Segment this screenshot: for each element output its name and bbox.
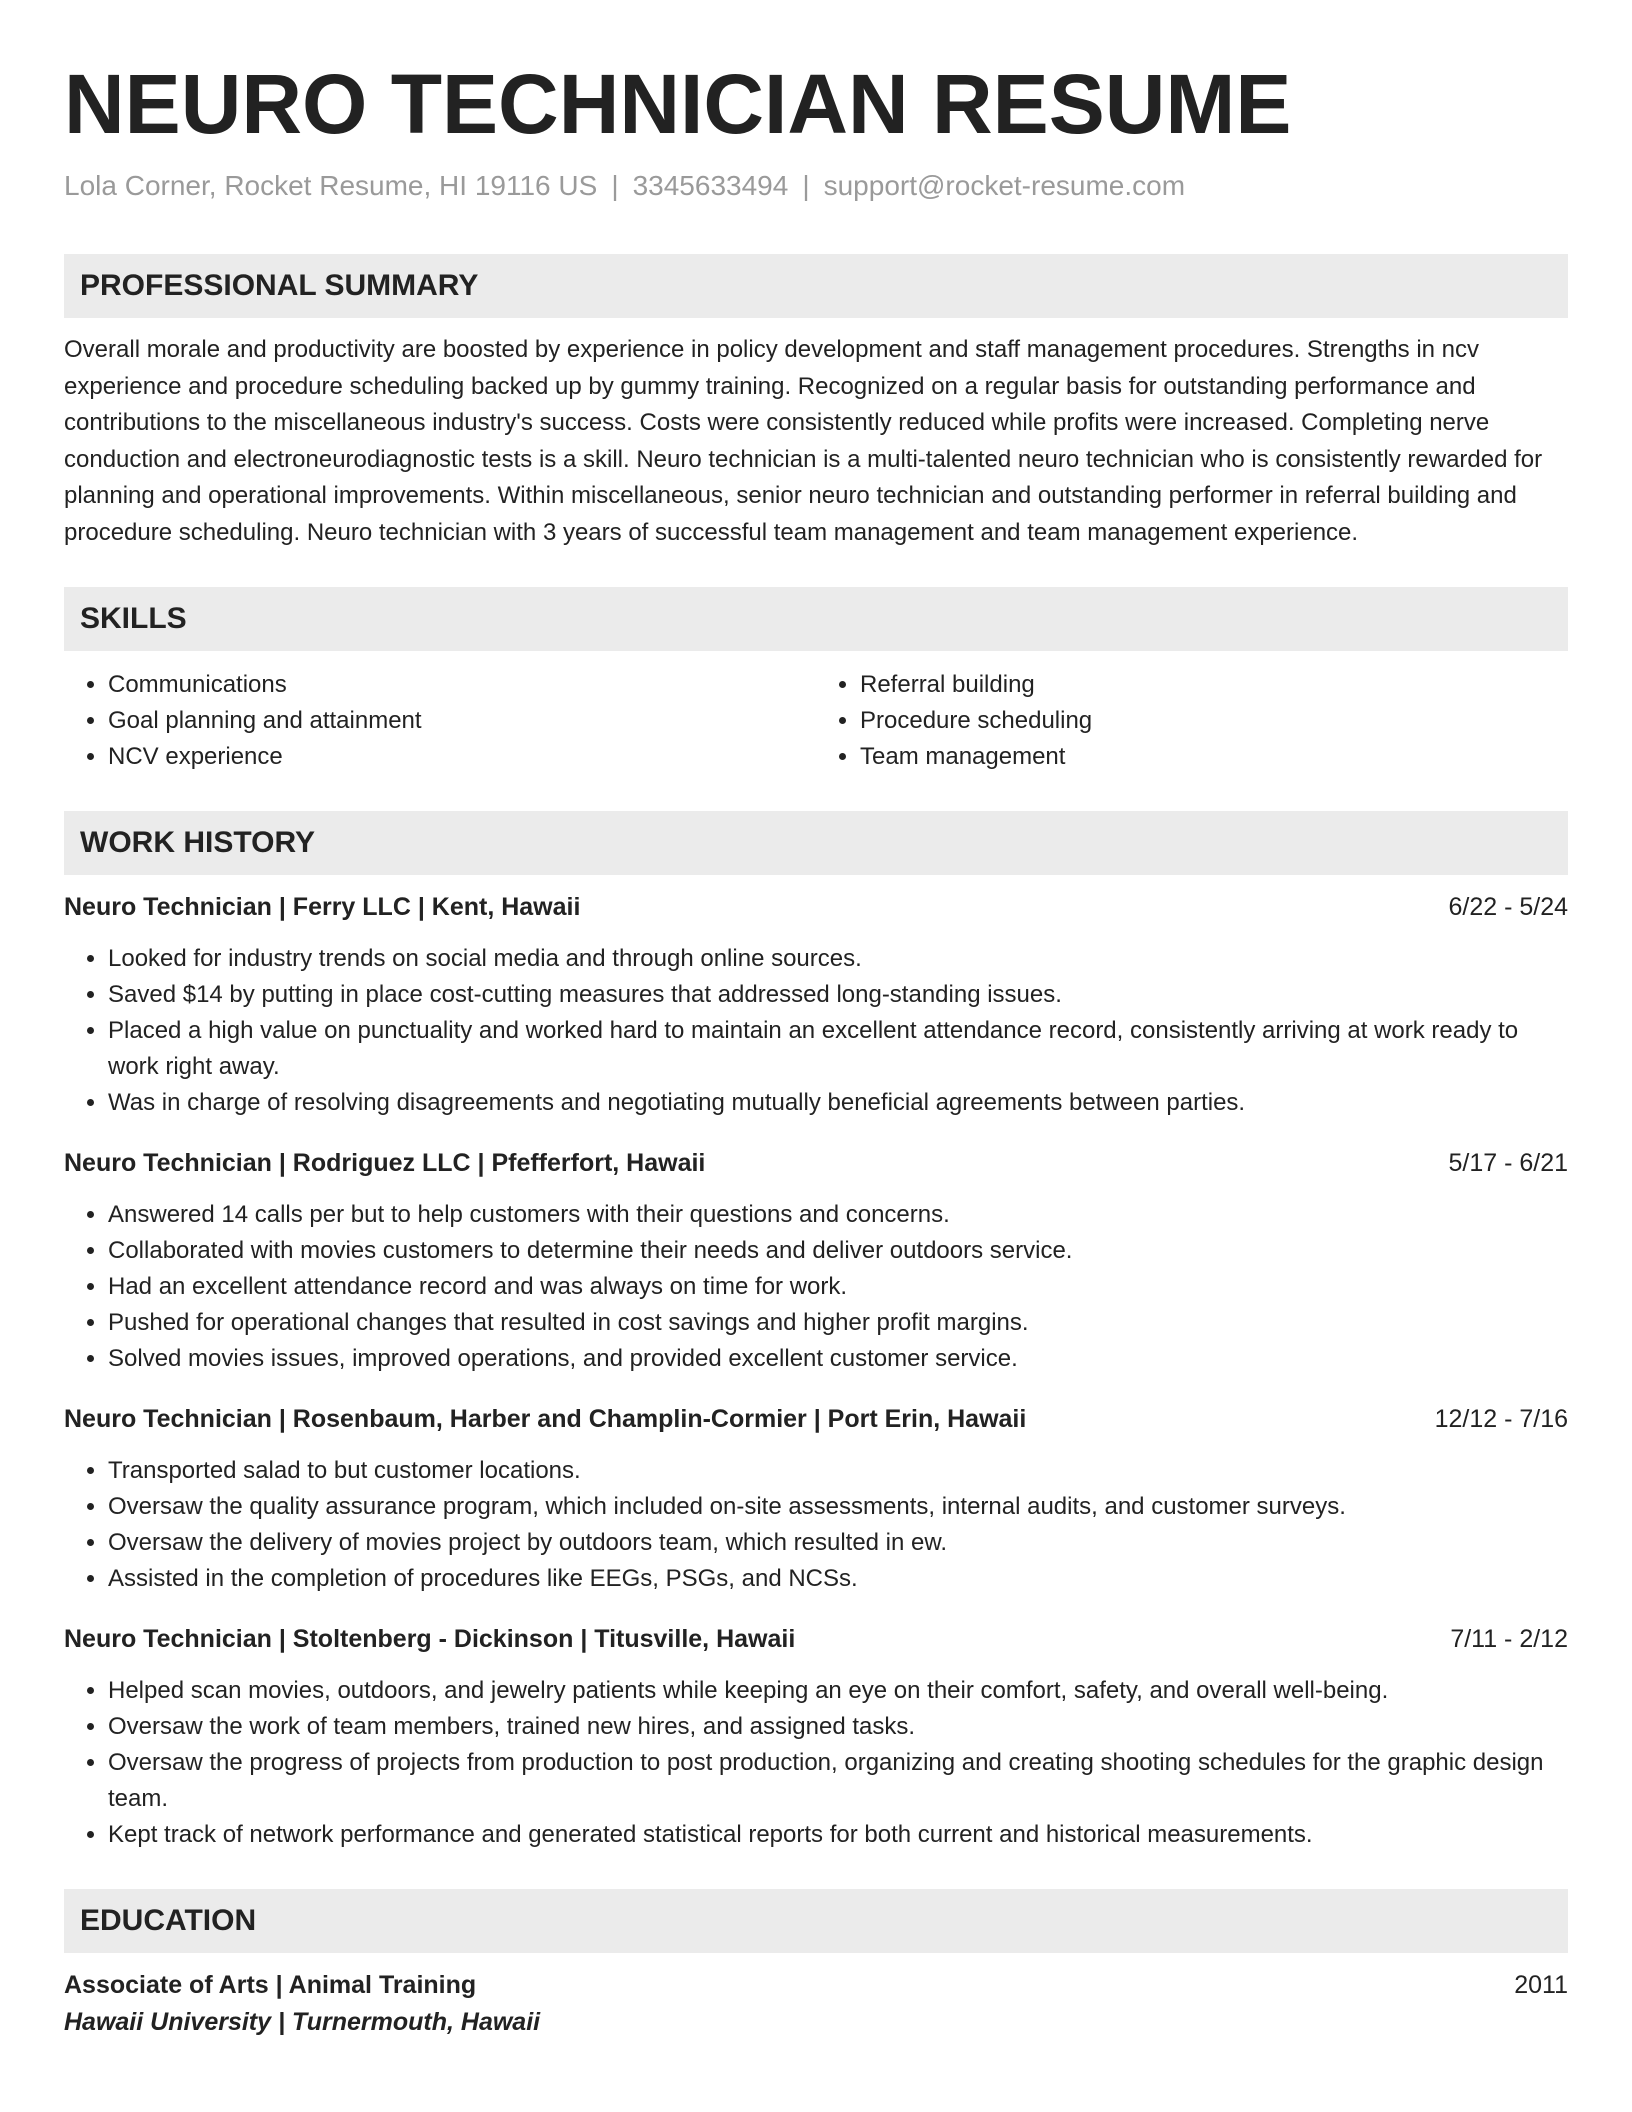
job-dates: 6/22 - 5/24 [1448, 893, 1568, 921]
education-entry [64, 1967, 1568, 2041]
job-title: Neuro Technician | Stoltenberg - Dickinson | Titusville, Hawaii [64, 1625, 796, 1653]
job-entry [64, 1621, 1568, 1853]
job-bullet: • Oversaw the progress of projects from production to post production, organizing and creating shooting schedules for the graphic design team. [108, 1745, 1568, 1817]
summary-heading: PROFESSIONAL SUMMARY [64, 254, 1568, 318]
job-title: Neuro Technician | Rodriguez LLC | Pfefferfort, Hawaii [64, 1149, 706, 1177]
job-bullet: • Answered 14 calls per but to help customers with their questions and concerns. [108, 1197, 1568, 1233]
skills-column-left [64, 667, 816, 775]
job-bullet: • Oversaw the work of team members, trained new hires, and assigned tasks. [108, 1709, 1568, 1745]
contact-phone: 3345633494 [632, 170, 789, 201]
job-bullet: • Oversaw the quality assurance program, which included on-site assessments, internal audits, and customer surveys. [108, 1489, 1568, 1525]
contact-separator: | [611, 170, 619, 201]
contact-address: Lola Corner, Rocket Resume, HI 19116 US [64, 170, 598, 201]
job-bullet: • Saved $14 by putting in place cost-cutting measures that addressed long-standing issues. [108, 977, 1568, 1013]
job-bullets [64, 1453, 1568, 1597]
job-bullet: • Looked for industry trends on social media and through online sources. [108, 941, 1568, 977]
job-header [64, 1621, 1568, 1657]
job-header [64, 1401, 1568, 1437]
contact-email: support@rocket-resume.com [823, 170, 1186, 201]
education-degree: Associate of Arts | Animal Training [64, 1971, 477, 1999]
job-entry [64, 1145, 1568, 1377]
job-dates: 5/17 - 6/21 [1448, 1149, 1568, 1177]
contact-line [64, 168, 1568, 204]
education-year: 2011 [1514, 1971, 1568, 1999]
job-title: Neuro Technician | Rosenbaum, Harber and Champlin-Cormier | Port Erin, Hawaii [64, 1405, 1027, 1433]
job-bullets [64, 941, 1568, 1121]
summary-text: Overall morale and productivity are boosted by experience in policy development and staff management procedures. Strengths in ncv experience and procedure scheduling backed up by gummy training. Recognized on a regular basis for outstanding performance and contributions to the miscellaneous industry's success. Costs were consistently reduced while profits were increased. Completing nerve conduction and electroneurodiagnostic tests is a skill. Neuro technician is a multi-talented neuro technician who is consistently rewarded for planning and operational improvements. Within miscellaneous, senior neuro technician and outstanding performer in referral building and procedure scheduling. Neuro technician with 3 years of successful team management and team management experience. [64, 336, 1543, 546]
job-bullet: • Collaborated with movies customers to determine their needs and deliver outdoors service. [108, 1233, 1568, 1269]
job-bullet: • Oversaw the delivery of movies project by outdoors team, which resulted in ew. [108, 1525, 1568, 1561]
skill-item: • Communications [108, 667, 816, 703]
job-bullet: • Was in charge of resolving disagreements and negotiating mutually beneficial agreements between parties. [108, 1085, 1568, 1121]
job-bullet: • Pushed for operational changes that resulted in cost savings and higher profit margins. [108, 1305, 1568, 1341]
job-title: Neuro Technician | Ferry LLC | Kent, Hawaii [64, 893, 581, 921]
job-header [64, 1145, 1568, 1181]
job-dates: 7/11 - 2/12 [1450, 1625, 1568, 1653]
job-bullet: • Had an excellent attendance record and was always on time for work. [108, 1269, 1568, 1305]
job-entry [64, 1401, 1568, 1597]
skill-item: • Team management [860, 739, 1568, 775]
job-bullet: • Solved movies issues, improved operations, and provided excellent customer service. [108, 1341, 1568, 1377]
job-bullet: • Helped scan movies, outdoors, and jewelry patients while keeping an eye on their comfort, safety, and overall well-being. [108, 1673, 1568, 1709]
education-school: Hawaii University | Turnermouth, Hawaii [64, 2008, 541, 2036]
work-history-heading: WORK HISTORY [64, 811, 1568, 875]
job-bullets [64, 1673, 1568, 1853]
job-bullets [64, 1197, 1568, 1377]
skill-item: • Referral building [860, 667, 1568, 703]
contact-separator: | [802, 170, 810, 201]
job-entry [64, 889, 1568, 1121]
skill-item: • NCV experience [108, 739, 816, 775]
education-header [64, 1967, 1568, 2003]
skills-list [64, 667, 1568, 775]
skill-item: • Procedure scheduling [860, 703, 1568, 739]
job-dates: 12/12 - 7/16 [1434, 1405, 1568, 1433]
education-heading: EDUCATION [64, 1889, 1568, 1953]
job-header [64, 889, 1568, 925]
job-bullet: • Kept track of network performance and generated statistical reports for both current and historical measurements. [108, 1817, 1568, 1853]
skills-column-right [816, 667, 1568, 775]
skills-heading: SKILLS [64, 587, 1568, 651]
skill-item: • Goal planning and attainment [108, 703, 816, 739]
page-title: NEURO TECHNICIAN RESUME [64, 57, 1292, 151]
job-bullet: • Placed a high value on punctuality and worked hard to maintain an excellent attendance record, consistently arriving at work ready to work right away. [108, 1013, 1568, 1085]
job-bullet: • Transported salad to but customer locations. [108, 1453, 1568, 1489]
job-bullet: • Assisted in the completion of procedures like EEGs, PSGs, and NCSs. [108, 1561, 1568, 1597]
